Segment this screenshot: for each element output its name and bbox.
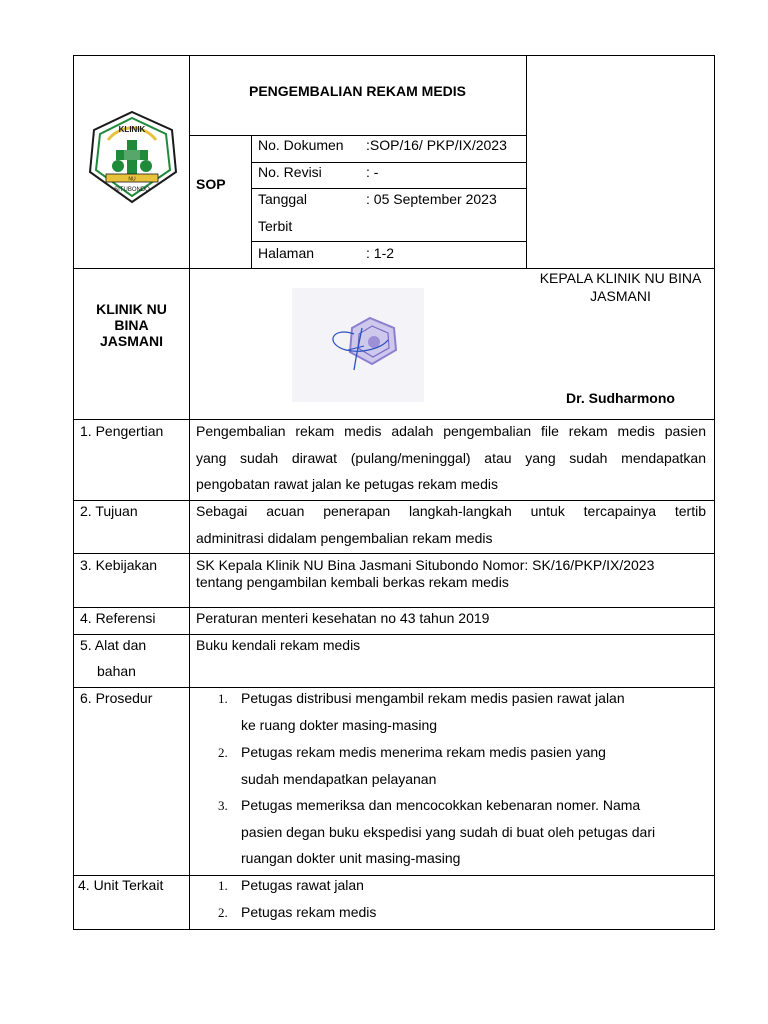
label-alat: 5. Alat dan <box>80 637 147 653</box>
svg-text:SITUBONDO: SITUBONDO <box>114 187 150 193</box>
label-unit-terkait: 4. Unit Terkait <box>78 877 164 893</box>
text-tujuan-1: Sebagai acuan penerapan langkah-langkah untuk tercapainya tertib <box>196 503 706 519</box>
list-item: ruangan dokter unit masing-masing <box>241 850 461 866</box>
meta-label-tanggal: Tanggal <box>258 191 308 207</box>
text-alat: Buku kendali rekam medis <box>196 637 361 653</box>
label-referensi: 4. Referensi <box>80 610 156 626</box>
list-number: 1. <box>218 691 228 706</box>
meta-value-revisi: : - <box>366 164 379 180</box>
meta-label-terbit: Terbit <box>258 218 293 234</box>
list-number: 1. <box>218 878 228 893</box>
sop-label: SOP <box>196 176 226 192</box>
label-pengertian: 1. Pengertian <box>80 423 164 439</box>
list-number: 2. <box>218 905 228 920</box>
label-prosedur: 6. Prosedur <box>80 690 153 706</box>
list-item: Petugas rekam medis menerima rekam medis pasien yang <box>241 744 606 760</box>
stamp-signature <box>292 288 424 402</box>
text-kebijakan-1: SK Kepala Klinik NU Bina Jasmani Situbondo Nomor: SK/16/PKP/IX/2023 <box>196 557 655 573</box>
list-item: pasien degan buku ekspedisi yang sudah di buat oleh petugas dari <box>241 824 656 840</box>
list-number: 3. <box>218 798 228 813</box>
meta-value-tanggal: : 05 September 2023 <box>366 191 497 207</box>
text-kebijakan-2: tentang pengambilan kembali berkas rekam medis <box>196 574 509 590</box>
list-item: Petugas distribusi mengambil rekam medis pasien rawat jalan <box>241 690 625 706</box>
label-kebijakan: 3. Kebijakan <box>80 557 158 573</box>
clinic-logo <box>86 110 178 206</box>
list-item: Petugas memeriksa dan mencocokkan kebenaran nomer. Nama <box>241 797 641 813</box>
meta-value-halaman: : 1-2 <box>366 245 395 261</box>
meta-label-halaman: Halaman <box>258 245 315 261</box>
list-item: ke ruang dokter masing-masing <box>241 717 438 733</box>
label-tujuan: 2. Tujuan <box>80 503 138 519</box>
text-tujuan-2: adminitrasi didalam pengembalian rekam medis <box>196 530 493 546</box>
svg-text:NU: NU <box>128 176 136 183</box>
text-pengertian-3: pengobatan rawat jalan ke petugas rekam medis <box>196 476 498 492</box>
list-item: sudah mendapatkan pelayanan <box>241 771 437 787</box>
document-title: PENGEMBALIAN REKAM MEDIS <box>248 83 466 99</box>
list-item: Petugas rawat jalan <box>241 877 364 893</box>
label-bahan: bahan <box>97 663 136 679</box>
meta-label-dokumen: No. Dokumen <box>258 137 344 153</box>
head-name: Dr. Sudharmono <box>566 390 675 406</box>
text-pengertian-2: yang sudah dirawat (pulang/meninggal) atau yang sudah mendapatkan <box>196 450 706 466</box>
meta-value-dokumen: :SOP/16/ PKP/IX/2023 <box>366 137 507 153</box>
list-item: Petugas rekam medis <box>241 904 377 920</box>
text-pengertian-1: Pengembalian rekam medis adalah pengembalian file rekam medis pasien <box>196 423 706 439</box>
svg-text:KLINIK: KLINIK <box>118 125 146 134</box>
meta-label-revisi: No. Revisi <box>258 164 322 180</box>
list-number: 2. <box>218 745 228 760</box>
text-referensi: Peraturan menteri kesehatan no 43 tahun 2019 <box>196 610 490 626</box>
